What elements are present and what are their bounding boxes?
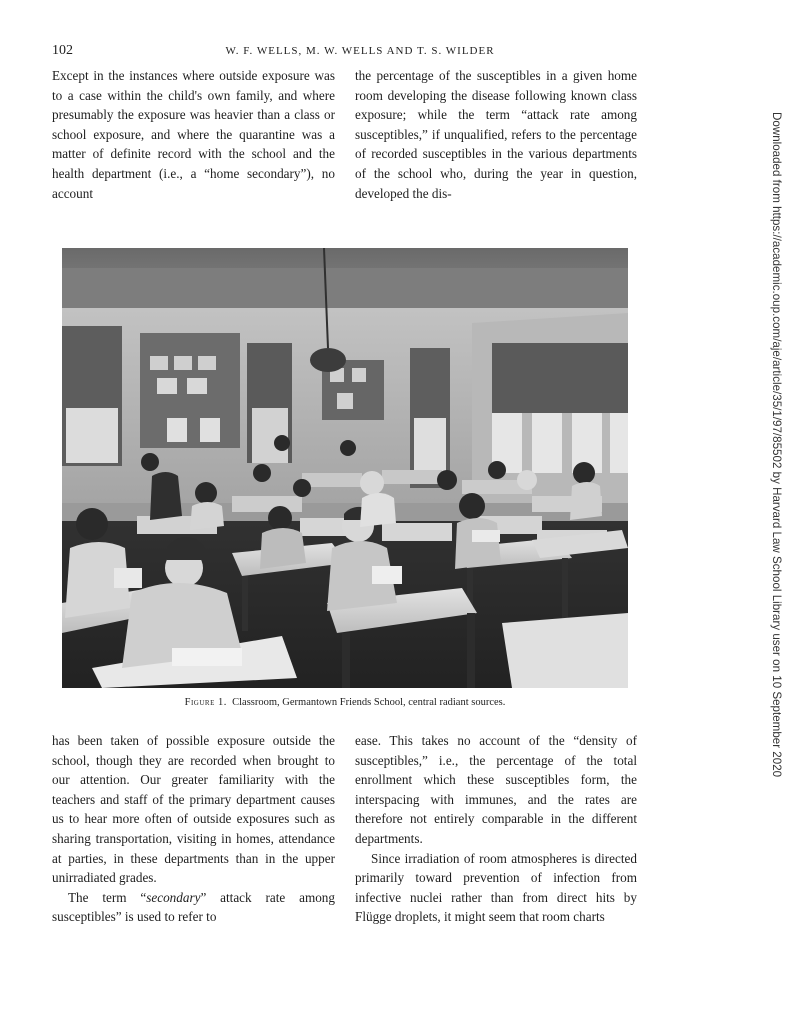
figure-label: Figure 1. <box>184 697 227 708</box>
term-suffix: ” attack rate among susceptibles” is used to refer to <box>52 889 335 925</box>
figure-caption-text: Classroom, Germantown Friends School, central radiant sources. <box>232 697 506 708</box>
paragraph: Since irradiation of room atmospheres is directed primarily toward prevention of infection from infective nuclei rather than from direct hits by Flügge droplets, it might seem that room charts <box>355 850 637 925</box>
figure-caption <box>62 697 628 708</box>
paragraph: ease. This takes no account of the “density of susceptibles,” i.e., the percentage of the total enrollment which these susceptibles form, the interspacing with immunes, and the rates are therefore not entirely comparable in the different departments. <box>355 733 637 846</box>
paragraph: the percentage of the susceptibles in a given home room developing the disease following known class exposure; while the term “attack rate among susceptibles,” if unqualified, refers to the percentage of recorded susceptibles in the various departments of the school who, during the year in question, developed the dis- <box>355 68 637 201</box>
paragraph <box>52 888 335 927</box>
text-column-top-right <box>355 66 637 203</box>
download-watermark: Downloaded from https://academic.oup.com/aje/article/35/1/97/85502 by Harvard Law School Library user on 10 September 2020 <box>770 112 783 778</box>
text-column-bottom-right <box>355 731 637 927</box>
paragraph: Except in the instances where outside exposure was to a case within the child's own family, and where presumably the exposure was heavier than a class or school exposure, and where the quarantine was a matter of definite record with the school and the health department (i.e., a “home secondary”), no account <box>52 68 335 201</box>
page-number: 102 <box>52 43 73 58</box>
classroom-photo <box>62 248 628 688</box>
running-head: W. F. WELLS, M. W. WELLS AND T. S. WILDER <box>225 45 495 57</box>
paragraph: has been taken of possible exposure outside the school, though they are recorded when brought to our attention. Our greater familiarity with the teachers and staff of the primary department causes us to hear more often of outside exposures such as sharing transportation, visiting in homes, attendance at parties, in these departments than in the upper unirradiated grades. <box>52 733 335 886</box>
term-emphasis: secondary <box>146 889 201 905</box>
text-column-top-left <box>52 66 335 203</box>
term-prefix: The term “ <box>68 889 147 905</box>
text-column-bottom-left <box>52 731 335 927</box>
